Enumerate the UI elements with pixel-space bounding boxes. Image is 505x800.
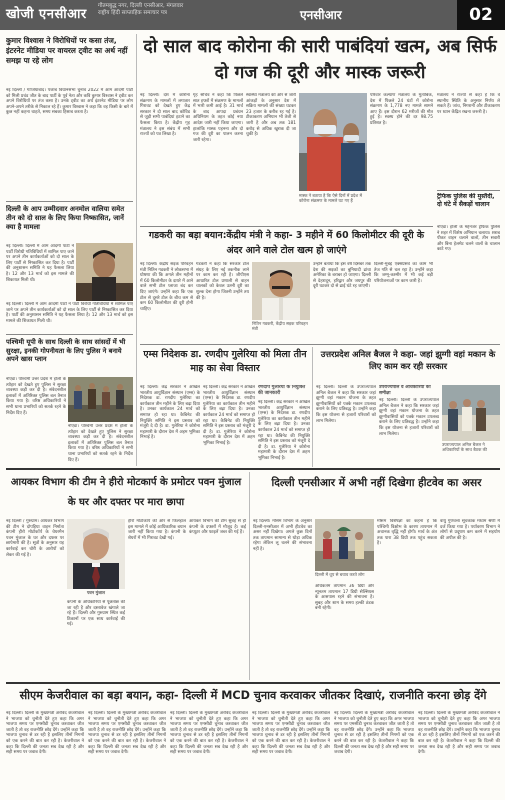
kejriwal-body-5: नई दिल्ली। दिल्ली के मुख्यमंत्री अरविंद केजरीवाल ने भाजपा को चुनौती देते हुए कहा कि अगर भाजपा समय पर एमसीडी चुनाव करवाकर जीत जाती है तो वह राजनीति छोड़ देंगे। उन्होंने कहा कि भाजपा चुनाव से डर रही है इसलिए तीनों निगमों को एक करने की बात कर रही है। केजरीवाल ने कहा कि दिल्ली की जनता सब देख रही है और सही समय पर जवाब देगी। [334,711,414,756]
up-minister-body: नई दिल्ली। दिल्ली के उपराज्यपाल अनिल बैजल ने कहा कि सरकार जहां झुग्गी वहां मकान योजना के तहत झुग्गीवासियों को पक्के मकान उपलब्ध कराने के लिए प्रतिबद्ध है। उन्होंने कहा कि इस योजना से हजारों परिवारों को लाभ मिलेगा। [316,385,376,424]
tax-photo [67,519,125,589]
aiims-subhead: रणदीप गुलेरिया के नियुक्ति की जानकारी [258,385,306,396]
tax-body-2: कंपनी के अधिकारियों से पूछताछ की जा रही है और दस्तावेज खंगाले जा रहे हैं। दिल्ली और गुरुग्राम स्थित कई ठिकानों पर एक साथ कार्रवाई की गई। [67,600,125,628]
aiims-body-2: नई दिल्ली। केंद्र सरकार ने अखिल भारतीय आयुर्विज्ञान संस्थान (एम्स) के निदेशक डा. रणदीप गुलेरिया का कार्यकाल तीन महीने के लिए बढ़ा दिया है। उनका कार्यकाल 24 मार्च को समाप्त हो रहा था। कैबिनेट की नियुक्ति समिति ने इस प्रस्ताव को मंजूरी दे दी है। डा. गुलेरिया ने कोरोना महामारी के दौरान देश में अहम भूमिका निभाई है। [203,385,255,446]
kejriwal-body-6: नई दिल्ली। दिल्ली के मुख्यमंत्री अरविंद केजरीवाल ने भाजपा को चुनौती देते हुए कहा कि अगर भाजपा समय पर एमसीडी चुनाव करवाकर जीत जाती है तो वह राजनीति छोड़ देंगे। उन्होंने कहा कि भाजपा चुनाव से डर रही है इसलिए तीनों निगमों को एक करने की बात कर रही है। केजरीवाल ने कहा कि दिल्ली की जनता सब देख रही है और सही समय पर जवाब देगी। [418,711,500,756]
up-minister-body-2: नई दिल्ली। दिल्ली के उपराज्यपाल अनिल बैजल ने कहा कि सरकार जहां झुग्गी वहां मकान योजना के तहत झुग्गीवासियों को पक्के मकान उपलब्ध कराने के लिए प्रतिबद्ध है। उन्होंने कहा कि इस योजना से हजारों परिवारों को लाभ मिलेगा। [379,398,439,437]
kejriwal-body-2: नई दिल्ली। दिल्ली के मुख्यमंत्री अरविंद केजरीवाल ने भाजपा को चुनौती देते हुए कहा कि अगर भाजपा समय पर एमसीडी चुनाव करवाकर जीत जाती है तो वह राजनीति छोड़ देंगे। उन्होंने कहा कि भाजपा चुनाव से डर रही है इसलिए तीनों निगमों को एक करने की बात कर रही है। केजरीवाल ने कहा कि दिल्ली की जनता सब देख रही है और सही समय पर जवाब देगी। [88,711,166,756]
kejriwal-body-4: नई दिल्ली। दिल्ली के मुख्यमंत्री अरविंद केजरीवाल ने भाजपा को चुनौती देते हुए कहा कि अगर भाजपा समय पर एमसीडी चुनाव करवाकर जीत जाती है तो वह राजनीति छोड़ देंगे। उन्होंने कहा कि भाजपा चुनाव से डर रही है इसलिए तीनों निगमों को एक करने की बात कर रही है। केजरीवाल ने कहा कि दिल्ली की जनता सब देख रही है और सही समय पर जवाब देगी। [252,711,330,756]
aiims-headline: एम्स निदेशक डा. रणदीप गुलेरिया को मिला तीन माह का सेवा विस्तार [143,349,307,374]
western-up-headline: पश्चिमी यूपी के साथ दिल्ली के साथ सांसदों में भी सुरक्षा, इनकी गोपनीयता के लिए पुलिस ने बनाये अपने खास प्लान [6,338,126,364]
heatwave-photo-caption: दिल्ली में धूप से बचाव करते लोग [315,572,365,577]
section-title: एनसीआर [300,8,342,22]
heatwave-photo [315,519,374,571]
aiims-body: नई दिल्ली। केंद्र सरकार ने अखिल भारतीय आयुर्विज्ञान संस्थान (एम्स) के निदेशक डा. रणदीप गुलेरिया का कार्यकाल तीन महीने के लिए बढ़ा दिया है। उनका कार्यकाल 24 मार्च को समाप्त हो रहा था। कैबिनेट की नियुक्ति समिति ने इस प्रस्ताव को मंजूरी दे दी है। डा. गुलेरिया ने कोरोना महामारी के दौरान देश में अहम भूमिका निभाई है। [140,385,200,441]
traffic-headline: ट्रैफिक पुलिस की मुस्तैदी, दो घंटे में सैकड़ों चालान [437,193,495,208]
lead-photo-caption: मास्क ने बताया है कि ऐसे दिनों में प्रदेश में कोरोना संक्रमण के मामले घट गए हैं [299,193,362,203]
up-minister-subhead: उपराज्यपाल व अधिकारियों की समीक्षा [379,385,431,396]
lead-right-col-2: मंत्रालय ने राज्यों से कहा है कि वे स्थानीय स्थिति के अनुसार निर्णय ले सकते हैं। जांच, निगरानी और टीकाकरण पर ध्यान केंद्रित रखना जरूरी है। [437,93,500,115]
up-minister-headline: उत्तरप्रदेश अनिल बैजल ने कहा- जहां झुग्गी वहां मकान के लिए काम कर रही सरकार [320,349,496,371]
page-number: 02 [457,0,505,30]
tax-photo-caption: पवन मुंजाल [86,590,106,595]
tax-body-1: नई दिल्ली / गुरुग्राम। आयकर विभाग की टीम ने दोपहिया वाहन निर्माता कंपनी हीरो मोटोकॉर्प के चेयरमैन पवन मुंजाल के घर और दफ्तर पर छापेमारी की है। सूत्रों के अनुसार यह कार्रवाई कर चोरी के आरोपों को लेकर की गई है। [6,519,64,558]
kumar-headline: कुमार विश्वास ने विरोधियों पर कसा तंज, इंटरनेट मीडिया पर वायरल ट्वीट का अर्थ नहीं समझ पा रहे लोग [6,36,128,65]
lead-body-1: नई दिल्ली। देश में कोरोना संक्रमण के मामलों में लगातार गिरावट को देखते हुए केंद्र सरकार ने दो साल बाद कोविड से जुड़ी सभी पाबंदियां हटाने का फैसला किया है। केंद्रीय गृह मंत्रालय ने इस संबंध में सभी राज्यों को पत्र लिखा है। [140,93,190,138]
gadkari-body-4: दिल्ली-मुंबई एक्सप्रेसवे का काम भी तेज गति से चल रहा है। उन्होंने कहा कि जम्मू-कश्मीर में भी कई बड़ी परियोजनाओं पर काम जारी है। [374,262,433,284]
gadkari-photo [252,262,310,320]
up-minister-photo-caption: उपराज्यपाल अनिल बैजल ने अधिकारियों के साथ बैठक की [442,442,487,452]
lead-right-col-1: परिवार कल्याण मंत्रालय के मुताबिक, देश में पिछले 24 घंटों में कोरोना संक्रमण के 1,778 नए मामले सामने आए हैं। इस दौरान 62 मरीजों की मौत हुई है। स्वस्थ होने की दर 98.75 प्रतिशत है। [370,93,433,126]
gadkari-body-1: नई दिल्ली। केंद्रीय सड़क परिवहन मंत्री नितिन गडकरी ने लोकसभा में घोषणा की कि अगले तीन महीनों में 60 किलोमीटर के दायरे में आने वाले सभी टोल प्लाजा बंद कर दिए जाएंगे। उन्होंने कहा कि एक टोल से दूसरे टोल के बीच कम से कम 60 किलोमीटर की दूरी होनी चाहिए। [140,262,193,312]
newspaper-brand: खोजी एनसीआर [6,7,87,22]
lead-headline: दो साल बाद कोरोना की सारी पाबंदियां खत्म, अब सिर्फ दो गज की दूरी और मास्क जरूरी [143,37,497,83]
western-up-photo [68,377,133,422]
kumar-body: नई दिल्ली / गाजियाबाद। पंजाब विधानसभा चुनाव 2022 में आम आदमी पार्टी को मिली प्रचंड जीत के बाद पार्टी के पूर्व नेता और कवि कुमार विश्वास ने ट्वीट कर अपने विरोधियों पर तंज कसा है। उनके ट्वीट का अर्थ इंटरनेट मीडिया पर लोग अपने-अपने तरीके से निकाल रहे हैं। कुमार विश्वास ने कहा कि वह किसी के बारे में कुछ नहीं कहना चाहते, समय सबका हिसाब करता है। [6,88,133,116]
delhi-teen-portrait [76,243,133,301]
kejriwal-body-1: नई दिल्ली। दिल्ली के मुख्यमंत्री अरविंद केजरीवाल ने भाजपा को चुनौती देते हुए कहा कि अगर भाजपा समय पर एमसीडी चुनाव करवाकर जीत जाती है तो वह राजनीति छोड़ देंगे। उन्होंने कहा कि भाजपा चुनाव से डर रही है इसलिए तीनों निगमों को एक करने की बात कर रही है। केजरीवाल ने कहा कि दिल्ली की जनता सब देख रही है और सही समय पर जवाब देगी। [6,711,84,756]
dateline: गौतमबुद्ध नगर, दिल्ली एनसीआर, मंगलवार राष्ट्रीय हिंदी साप्ताहिक समाचार पत्र [98,3,184,16]
delhi-teen-body: नई दिल्ली। दिल्ली में आम आदमी पार्टी ने पार्टी विरोधी गतिविधियों में शामिल पाए जाने पर अपने तीन कार्यकर्ताओं को दो साल के लिए पार्टी से निष्कासित कर दिया है। पार्टी की अनुशासन समिति ने यह फैसला लिया है। 12 और 13 मार्च को इस मामले की शिकायत मिली थी। [6,244,74,283]
masthead [0,0,505,30]
heatwave-headline: दिल्ली एनसीआर में अभी नहीं दिखेगा हीटवेव का असर [271,477,482,489]
heatwave-body-1: नई दिल्ली। मौसम विभाग के अनुसार दिल्ली-एनसीआर में अभी हीटवेव का असर नहीं दिखेगा। अगले कुछ दिनों तक तापमान सामान्य से थोड़ा अधिक रहेगा लेकिन लू चलने की संभावना नहीं है। [253,519,312,552]
heatwave-body-2: अधिकतम तापमान 36 डिग्री और न्यूनतम तापमान 17 डिग्री सेल्सियस के आसपास रहने की संभावना है। सुबह और शाम के समय हल्की ठंडक बनी रहेगी। [315,584,374,612]
heatwave-body-3: मौसम विशेषज्ञों का कहना है कि पश्चिमी विक्षोभ के कारण तापमान में अचानक वृद्धि नहीं होगी। मार्च के अंत तक पारा 38 डिग्री तक पहुंच सकता है। [377,519,437,547]
delhi-teen-body-cont: नई दिल्ली। दिल्ली में आम आदमी पार्टी ने पार्टी विरोधी गतिविधियों में शामिल पाए जाने पर अपने तीन कार्यकर्ताओं को दो साल के लिए पार्टी से निष्कासित कर दिया है। पार्टी की अनुशासन समिति ने यह फैसला लिया है। 12 और 13 मार्च को इस मामले की शिकायत मिली थी। [6,302,133,324]
gadkari-photo-caption: नितिन गडकरी, केंद्रीय सड़क परिवहन मंत्री [252,321,308,331]
gadkari-headline: गडकरी का बड़ा बयान:केंद्रीय मंत्री ने कहा- 3 महीने में 60 किलोमीटर की दूरी के अंदर आने वाले टोल खत्म हो जाएंगे [148,230,425,256]
aiims-body-3: नई दिल्ली। केंद्र सरकार ने अखिल भारतीय आयुर्विज्ञान संस्थान (एम्स) के निदेशक डा. रणदीप गुलेरिया का कार्यकाल तीन महीने के लिए बढ़ा दिया है। उनका कार्यकाल 24 मार्च को समाप्त हो रहा था। कैबिनेट की नियुक्ति समिति ने इस प्रस्ताव को मंजूरी दे दी है। डा. गुलेरिया ने कोरोना महामारी के दौरान देश में अहम भूमिका निभाई है। [258,400,310,461]
tax-body-4: आयकर विभाग की टीम सुबह से ही कंपनी के दफ्तरों में मौजूद है। कई कंप्यूटर और फाइलें जब्त की गई हैं। [189,519,246,536]
gadkari-body-3: उन्होंने बताया कि इस वर्ष दिसंबर तक देश की सड़कों का बुनियादी ढांचा अमेरिका के बराबर हो जाएगा। दिल्ली से देहरादून, हरिद्वार और जयपुर की दूरी घटकर दो से ढाई घंटे रह जाएगी। [313,262,371,290]
western-up-body-cont: नोएडा। पश्चिमी उत्तर प्रदेश में होली के त्योहार को देखते हुए पुलिस ने सुरक्षा व्यवस्था कड़ी कर दी है। संवेदनशील इलाकों में अतिरिक्त पुलिस बल तैनात किया गया है। वरिष्ठ अधिकारियों ने सभी थाना प्रभारियों को सतर्क रहने के निर्देश दिए हैं। [68,424,133,463]
delhi-teen-headline: दिल्ली के आप उम्मीदवार अनमोल वालिया समेत तीन को दो साल के लिए किया निष्कासित, जानें क्या है मामला [6,205,125,231]
lead-body-2: गृह सचिव ने कहा कि पिछले सात हफ्तों में संक्रमण के मामलों में भारी कमी आई है। 31 मार्च के बाद आपदा प्रबंधन अधिनियम के तहत कोई नया आदेश जारी नहीं किया जाएगा। हालांकि मास्क पहनना और दो गज की दूरी का पालन करना जारी रहेगा। [193,93,243,143]
traffic-body: नोएडा। होली के मद्देनजर ट्रैफिक पुलिस ने शहर में विशेष अभियान चलाया। शराब पीकर वाहन चलाने वालों, तीन सवारी और बिना हेलमेट चलने वालों के चालान काटे गए। [437,225,500,253]
kejriwal-headline: सीएम केजरीवाल का बड़ा बयान, कहा- दिल्ली में MCD चुनाव करवाकर जीतकर दिखाएं, राजनीति करना छोड़ देंगे [19,689,487,702]
lead-body-3: स्वास्थ्य मंत्रालय की ओर से जारी आंकड़ों के अनुसार देश में सक्रिय मामलों की संख्या घटकर 23 हजार के करीब रह गई है। टीकाकरण अभियान भी तेजी से जारी है और अब तक 181 करोड़ से अधिक खुराक दी जा चुकी है। [246,93,296,138]
heatwave-body-4: वायु गुणवत्ता सूचकांक मध्यम श्रेणी में दर्ज किया गया है। पर्यावरण विभाग ने लोगों से प्रदूषण कम करने में सहयोग की अपील की है। [440,519,500,541]
lead-photo [299,93,367,191]
tax-headline: आयकर विभाग की टीम ने हीरो मोटकार्प के प्रमोटर पवन मुंजाल के घर और दफ्तर पर मारा छापा [10,477,242,508]
western-up-body: नोएडा। पश्चिमी उत्तर प्रदेश में होली के त्योहार को देखते हुए पुलिस ने सुरक्षा व्यवस्था कड़ी कर दी है। संवेदनशील इलाकों में अतिरिक्त पुलिस बल तैनात किया गया है। वरिष्ठ अधिकारियों ने सभी थाना प्रभारियों को सतर्क रहने के निर्देश दिए हैं। [6,377,66,416]
kejriwal-body-3: नई दिल्ली। दिल्ली के मुख्यमंत्री अरविंद केजरीवाल ने भाजपा को चुनौती देते हुए कहा कि अगर भाजपा समय पर एमसीडी चुनाव करवाकर जीत जाती है तो वह राजनीति छोड़ देंगे। उन्होंने कहा कि भाजपा चुनाव से डर रही है इसलिए तीनों निगमों को एक करने की बात कर रही है। केजरीवाल ने कहा कि दिल्ली की जनता सब देख रही है और सही समय पर जवाब देगी। [170,711,248,756]
up-minister-photo [442,385,500,441]
gadkari-body-2: गडकरी ने कहा कि सरकार टोल संग्रह के लिए नई तकनीक लाने पर काम कर रही है। जीपीएस आधारित टोल प्रणाली से वाहन चालकों को केवल उतनी दूरी का शुल्क देना होगा जितनी उन्होंने तय की है। [196,262,249,301]
tax-body-3: हीरो मोटोकॉर्प की ओर से फिलहाल इस मामले में कोई आधिकारिक बयान जारी नहीं किया गया है। कंपनी के शेयरों में भी गिरावट देखी गई। [128,519,186,541]
